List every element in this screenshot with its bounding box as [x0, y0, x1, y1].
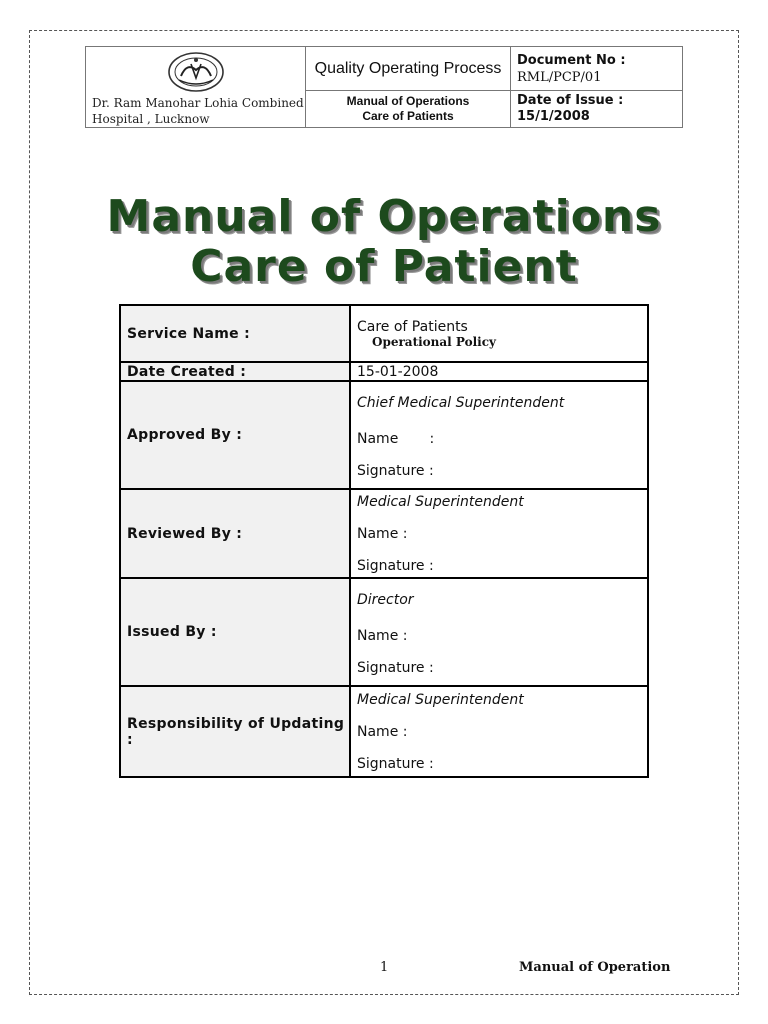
footer-title: Manual of Operation [519, 960, 671, 975]
issued-by-signature: Signature : [357, 660, 434, 676]
table-row [120, 381, 648, 489]
header-table [85, 46, 683, 128]
manual-subtitle-line2: Care of Patients [362, 109, 454, 123]
logo-cell [86, 47, 306, 128]
approved-by-role: Chief Medical Superintendent [357, 395, 565, 411]
reviewed-by-name: Name : [357, 525, 408, 542]
title-line2: Care of Patient [190, 241, 578, 292]
updating-responsibility-signature: Signature : [357, 755, 434, 772]
manual-subtitle-line1: Manual of Operations [346, 94, 470, 108]
updating-responsibility-role: Medical Superintendent [357, 691, 524, 708]
issued-by-role: Director [357, 592, 414, 608]
issued-by-name: Name : [357, 628, 408, 644]
state-emblem-icon [167, 50, 225, 94]
approved-by-signature: Signature : [357, 463, 434, 479]
document-number-label: Document No : [517, 52, 626, 68]
service-name-value: Care of Patients [357, 318, 468, 335]
document-number-cell [511, 47, 683, 91]
issue-date-label: Date of Issue : [517, 93, 624, 108]
approved-by-label: Approved By : [120, 381, 350, 489]
reviewed-by-role: Medical Superintendent [357, 493, 524, 510]
date-created-label: Date Created : [120, 362, 350, 381]
table-row [120, 686, 648, 777]
document-number-value: RML/PCP/01 [517, 69, 602, 85]
service-name-cell [350, 305, 648, 362]
service-name-subtitle: Operational Policy [372, 334, 497, 349]
updating-responsibility-name: Name : [357, 723, 408, 740]
issue-date-value: 15/1/2008 [517, 109, 590, 124]
approved-by-name: Name : [357, 431, 435, 447]
table-row [120, 578, 648, 686]
service-name-label: Service Name : [120, 305, 350, 362]
hospital-name: Dr. Ram Manohar Lohia Combined Hospital , Lucknow [92, 96, 304, 126]
manual-subtitle [306, 91, 511, 128]
title-line1: Manual of Operations [106, 191, 662, 242]
page-number: 1 [380, 960, 389, 975]
issue-date-cell [511, 91, 683, 128]
process-title: Quality Operating Process [306, 47, 511, 91]
reviewed-by-label: Reviewed By : [120, 489, 350, 578]
reviewed-by-signature: Signature : [357, 557, 434, 574]
date-created-value: 15-01-2008 [350, 362, 648, 381]
updating-responsibility-cell [350, 686, 648, 777]
reviewed-by-cell [350, 489, 648, 578]
issued-by-label: Issued By : [120, 578, 350, 686]
table-row [120, 489, 648, 578]
table-row [120, 305, 648, 362]
updating-responsibility-label: Responsibility of Updating : [120, 686, 350, 777]
table-row [120, 362, 648, 381]
issued-by-cell [350, 578, 648, 686]
approved-by-cell [350, 381, 648, 489]
document-title [0, 192, 768, 292]
details-table [119, 304, 649, 778]
